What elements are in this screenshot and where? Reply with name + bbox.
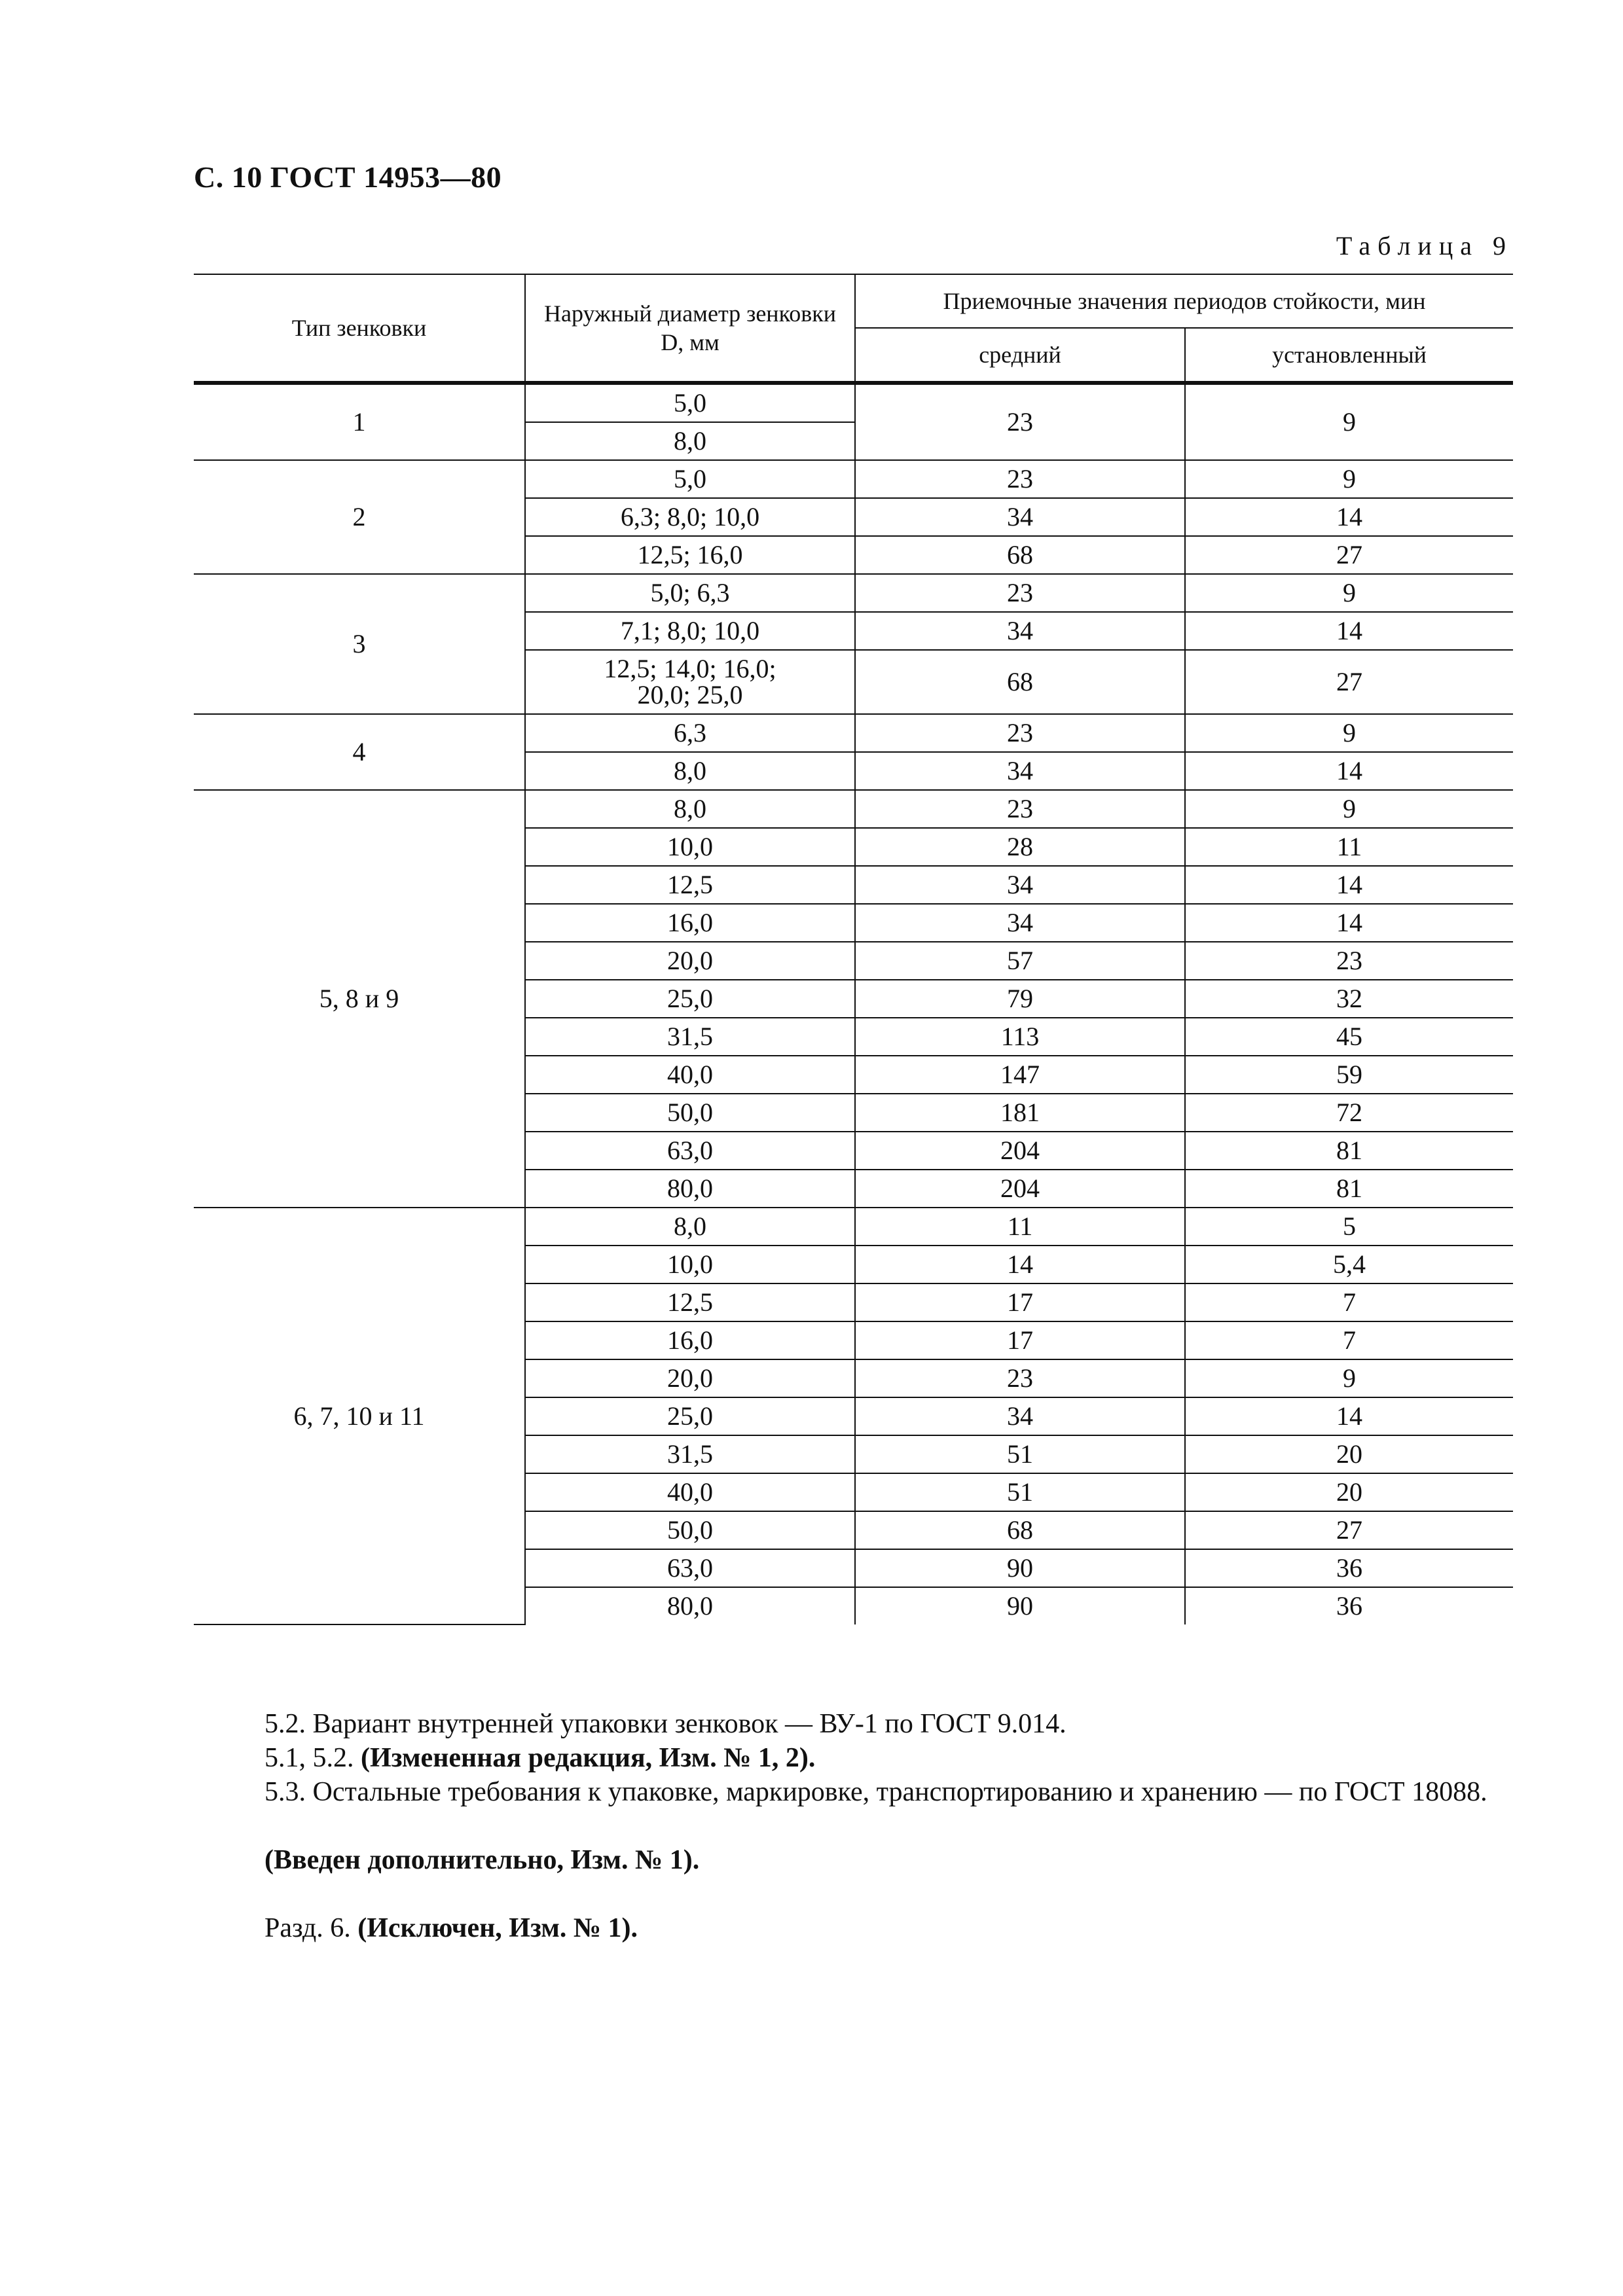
cell-diameter: 80,0: [525, 1587, 855, 1624]
cell-diameter: 40,0: [525, 1473, 855, 1511]
table-row: [194, 714, 1513, 752]
table-row: [194, 383, 1513, 422]
cell-established: 14: [1185, 612, 1513, 650]
cell-average: 23: [855, 714, 1185, 752]
cell-diameter: [525, 650, 855, 714]
col-header-established: установленный: [1185, 328, 1513, 383]
cell-diameter-line1: 12,5; 14,0; 16,0;: [604, 654, 776, 683]
cell-average: 51: [855, 1435, 1185, 1473]
cell-diameter: 40,0: [525, 1056, 855, 1094]
amendment-note: (Измененная редакция, Изм. № 1, 2).: [361, 1743, 816, 1773]
cell-established: 7: [1185, 1283, 1513, 1321]
tool-life-table: [194, 274, 1513, 1625]
cell-average: 17: [855, 1321, 1185, 1359]
cell-established: 14: [1185, 1397, 1513, 1435]
cell-average: 51: [855, 1473, 1185, 1511]
cell-average: 68: [855, 650, 1185, 714]
cell-average: 17: [855, 1283, 1185, 1321]
cell-diameter: 5,0: [525, 383, 855, 422]
paragraph-5-2: 5.2. Вариант внутренней упаковки зенковок — ВУ-1 по ГОСТ 9.014.: [264, 1709, 1067, 1739]
cell-average: 204: [855, 1132, 1185, 1170]
cell-average: 11: [855, 1208, 1185, 1246]
cell-average: 34: [855, 904, 1185, 942]
cell-average: 28: [855, 828, 1185, 866]
table-row: [194, 574, 1513, 612]
cell-established: 5,4: [1185, 1246, 1513, 1283]
cell-established: 23: [1185, 942, 1513, 980]
cell-average: 34: [855, 612, 1185, 650]
cell-diameter: 25,0: [525, 980, 855, 1018]
table-row: [194, 1208, 1513, 1246]
page-header: С. 10 ГОСТ 14953—80: [194, 160, 502, 194]
cell-average: 34: [855, 752, 1185, 790]
cell-established: 81: [1185, 1132, 1513, 1170]
added-note: (Введен дополнительно, Изм. № 1).: [264, 1845, 700, 1875]
cell-diameter: 20,0: [525, 1359, 855, 1397]
cell-diameter: 6,3; 8,0; 10,0: [525, 498, 855, 536]
cell-type: 5, 8 и 9: [194, 790, 525, 1208]
cell-established: 9: [1185, 714, 1513, 752]
cell-average: 68: [855, 536, 1185, 574]
table-label: Таблица 9: [1336, 231, 1513, 260]
cell-type: 6, 7, 10 и 11: [194, 1208, 525, 1624]
cell-established: 36: [1185, 1549, 1513, 1587]
cell-diameter: 5,0: [525, 460, 855, 498]
cell-diameter: 10,0: [525, 1246, 855, 1283]
section-6-note: [194, 1912, 1513, 1944]
cell-established: 9: [1185, 790, 1513, 828]
cell-average: 147: [855, 1056, 1185, 1094]
paragraph-5-1-5-2-amendment: [194, 1742, 1513, 1774]
table-row: [194, 460, 1513, 498]
cell-established: 5: [1185, 1208, 1513, 1246]
col-header-diameter-line1: Наружный диаметр зенковки: [544, 300, 836, 327]
cell-diameter: 16,0: [525, 904, 855, 942]
cell-established: 9: [1185, 383, 1513, 460]
cell-average: 14: [855, 1246, 1185, 1283]
section-6-excluded: (Исключен, Изм. № 1).: [357, 1913, 638, 1943]
amendment-prefix: 5.1, 5.2.: [264, 1743, 361, 1773]
cell-diameter: 63,0: [525, 1549, 855, 1587]
cell-diameter: 12,5: [525, 866, 855, 904]
cell-established: 27: [1185, 1511, 1513, 1549]
col-header-periods: Приемочные значения периодов стойкости, мин: [855, 274, 1513, 328]
cell-diameter: 31,5: [525, 1018, 855, 1056]
cell-diameter: 6,3: [525, 714, 855, 752]
cell-diameter: 8,0: [525, 752, 855, 790]
cell-established: 7: [1185, 1321, 1513, 1359]
cell-average: 34: [855, 498, 1185, 536]
cell-established: 45: [1185, 1018, 1513, 1056]
col-header-average: средний: [855, 328, 1185, 383]
paragraph-5-3: 5.3. Остальные требования к упаковке, маркировке, транспортированию и хранению — по ГОСТ 18088.: [264, 1777, 1487, 1807]
cell-established: 9: [1185, 460, 1513, 498]
cell-average: 34: [855, 866, 1185, 904]
table-row: [194, 790, 1513, 828]
cell-average: 23: [855, 790, 1185, 828]
cell-diameter: 80,0: [525, 1170, 855, 1208]
cell-established: 14: [1185, 866, 1513, 904]
cell-type: 2: [194, 460, 525, 574]
cell-average: 90: [855, 1587, 1185, 1624]
col-header-type: Тип зенковки: [194, 274, 525, 383]
cell-established: 27: [1185, 536, 1513, 574]
cell-type: 4: [194, 714, 525, 790]
cell-established: 32: [1185, 980, 1513, 1018]
cell-average: 23: [855, 574, 1185, 612]
cell-established: 9: [1185, 574, 1513, 612]
cell-established: 14: [1185, 752, 1513, 790]
cell-average: 57: [855, 942, 1185, 980]
cell-established: 14: [1185, 498, 1513, 536]
cell-diameter: 25,0: [525, 1397, 855, 1435]
cell-average: 204: [855, 1170, 1185, 1208]
cell-established: 27: [1185, 650, 1513, 714]
cell-diameter-line2: 20,0; 25,0: [637, 680, 743, 709]
cell-diameter: 8,0: [525, 790, 855, 828]
cell-established: 81: [1185, 1170, 1513, 1208]
section-6-prefix: Разд. 6.: [264, 1913, 358, 1943]
cell-diameter: 8,0: [525, 422, 855, 460]
cell-diameter: 5,0; 6,3: [525, 574, 855, 612]
cell-diameter: 16,0: [525, 1321, 855, 1359]
cell-average: 68: [855, 1511, 1185, 1549]
cell-established: 20: [1185, 1473, 1513, 1511]
paragraph-5-3-note: [194, 1844, 1513, 1876]
cell-established: 72: [1185, 1094, 1513, 1132]
cell-established: 59: [1185, 1056, 1513, 1094]
cell-established: 14: [1185, 904, 1513, 942]
cell-diameter: 63,0: [525, 1132, 855, 1170]
cell-average: 23: [855, 1359, 1185, 1397]
cell-established: 9: [1185, 1359, 1513, 1397]
cell-diameter: 12,5: [525, 1283, 855, 1321]
cell-diameter: 50,0: [525, 1094, 855, 1132]
cell-average: 23: [855, 460, 1185, 498]
cell-average: 23: [855, 383, 1185, 460]
cell-diameter: 12,5; 16,0: [525, 536, 855, 574]
cell-type: 1: [194, 383, 525, 460]
cell-established: 20: [1185, 1435, 1513, 1473]
cell-type: 3: [194, 574, 525, 714]
cell-diameter: 7,1; 8,0; 10,0: [525, 612, 855, 650]
col-header-diameter: [525, 274, 855, 383]
cell-diameter: 10,0: [525, 828, 855, 866]
cell-diameter: 50,0: [525, 1511, 855, 1549]
cell-established: 36: [1185, 1587, 1513, 1624]
cell-diameter: 31,5: [525, 1435, 855, 1473]
cell-diameter: 8,0: [525, 1208, 855, 1246]
col-header-diameter-line2: D, мм: [661, 329, 720, 355]
cell-average: 181: [855, 1094, 1185, 1132]
cell-average: 90: [855, 1549, 1185, 1587]
cell-average: 113: [855, 1018, 1185, 1056]
cell-average: 79: [855, 980, 1185, 1018]
cell-average: 34: [855, 1397, 1185, 1435]
cell-established: 11: [1185, 828, 1513, 866]
cell-diameter: 20,0: [525, 942, 855, 980]
